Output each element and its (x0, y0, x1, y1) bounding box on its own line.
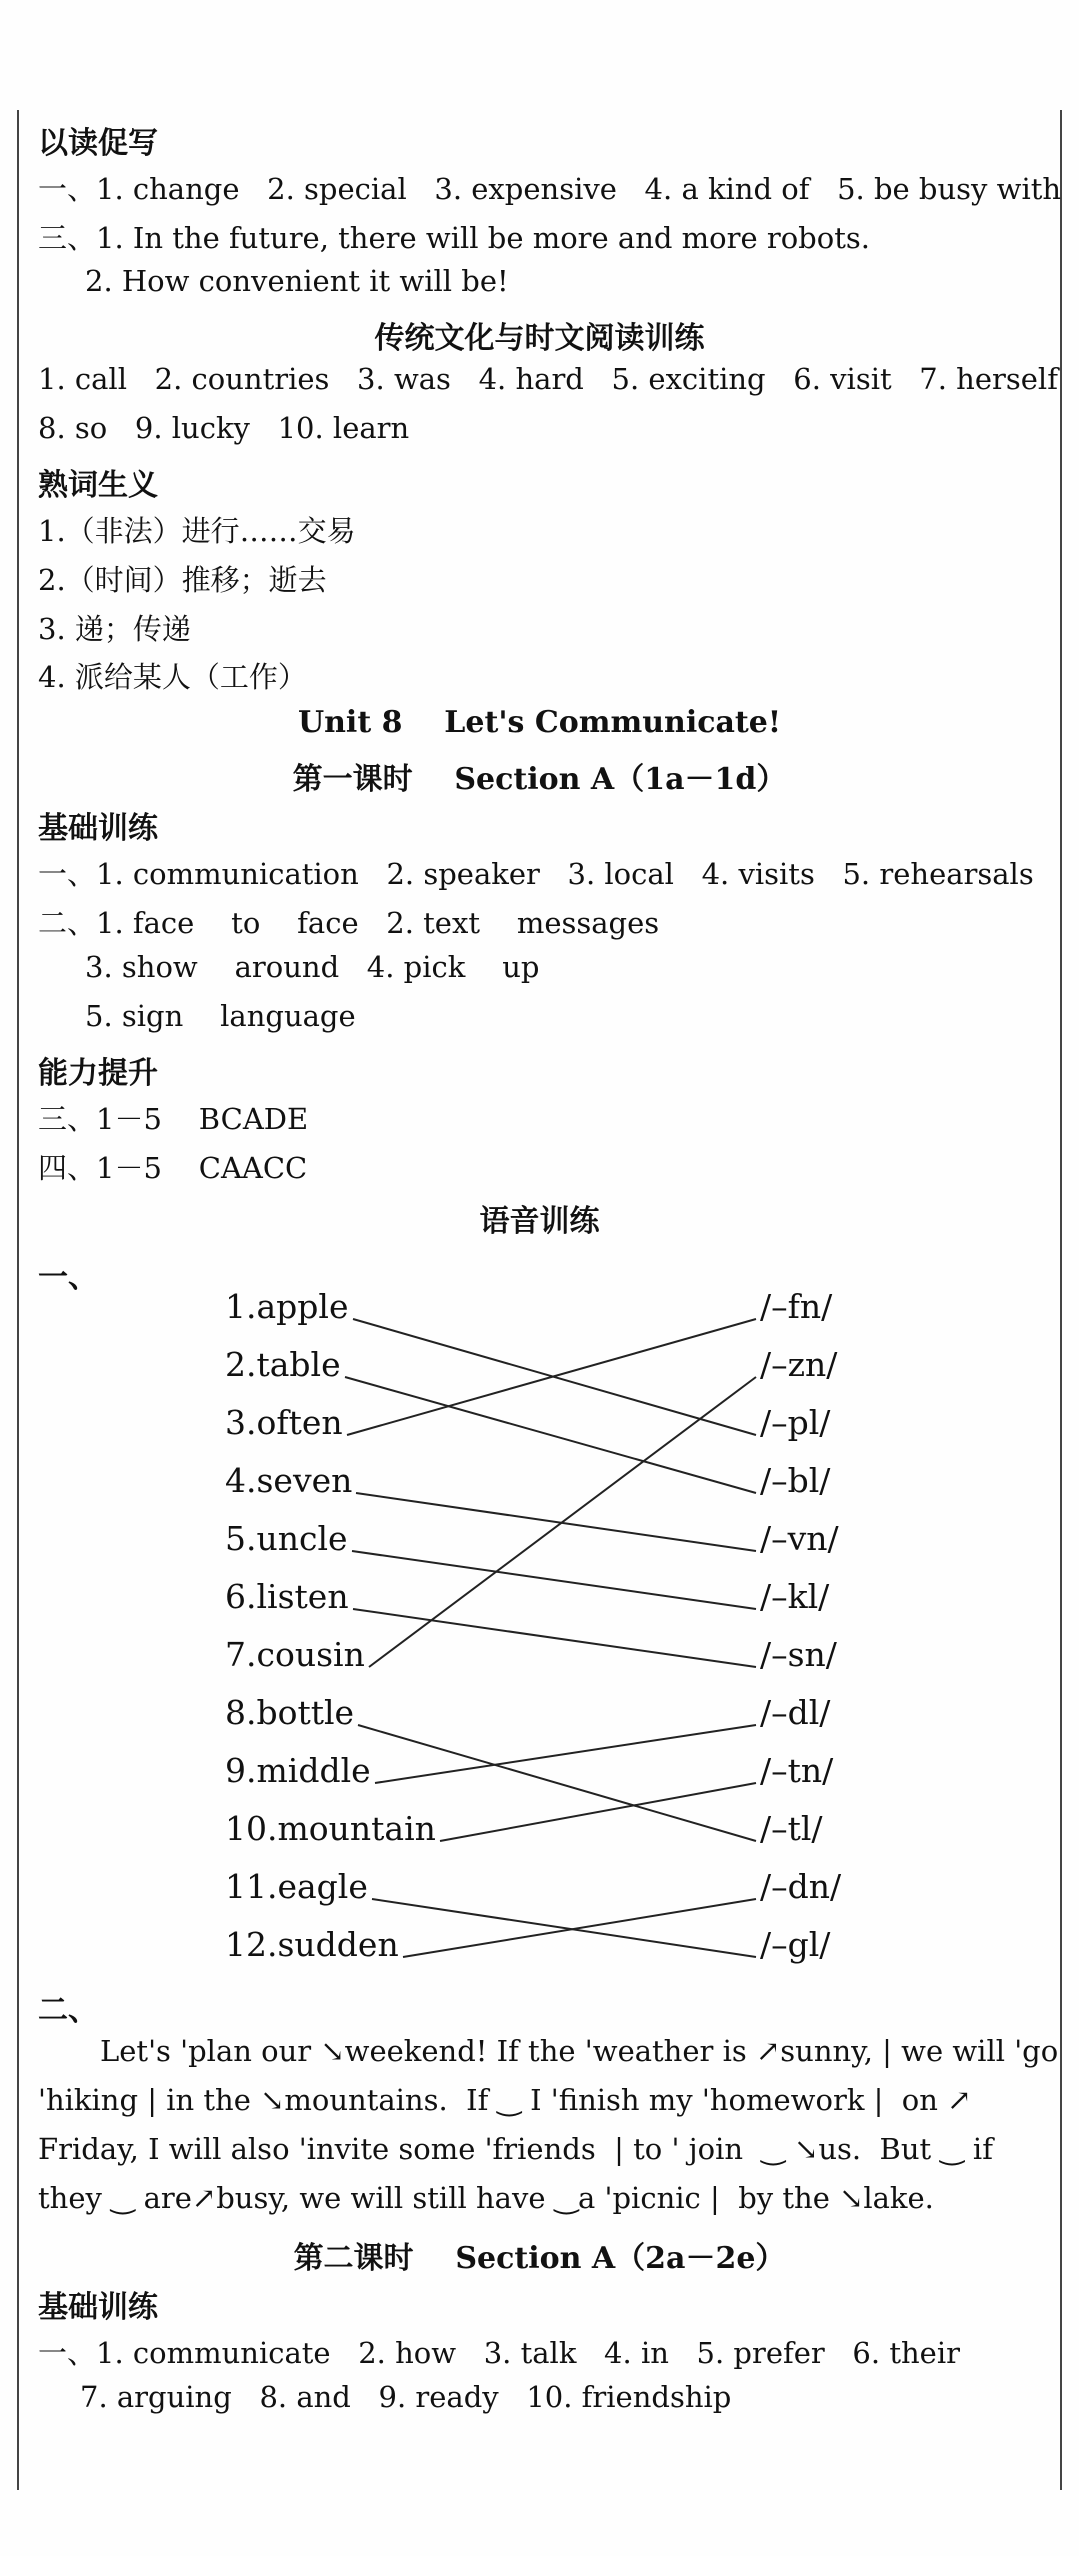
basic-1-line-3: 3. show around 4. pick up (85, 950, 540, 984)
basic-2-line-2: 7. arguing 8. and 9. ready 10. friendship (80, 2380, 732, 2414)
match-sound: /–vn/ (760, 1519, 839, 1558)
match-sound: /–gl/ (760, 1925, 831, 1964)
match-word: 5.uncle (225, 1519, 348, 1558)
match-sound: /–dl/ (760, 1693, 831, 1732)
read-write-heading: 以读促写 (38, 126, 158, 161)
match-line (375, 1725, 756, 1783)
ability-line-2: 四、1－5 CAACC (38, 1151, 308, 1185)
phonetics-title: 语音训练 (479, 1204, 600, 1239)
match-sound: /–fn/ (760, 1287, 833, 1326)
match-line (440, 1783, 756, 1841)
intonation-para-line: Let's 'plan our ↘weekend! If the 'weather is ↗sunny, | we will 'go (100, 2034, 1059, 2068)
familiar-item: 4. 派给某人（工作） (38, 660, 307, 694)
match-sound: /–sn/ (760, 1635, 837, 1674)
match-sound: /–bl/ (760, 1461, 831, 1500)
basic-2-heading: 基础训练 (38, 2290, 158, 2325)
match-word: 10.mountain (225, 1809, 436, 1848)
phonetics-part-2-label: 二、 (38, 1993, 98, 2028)
ability-heading: 能力提升 (38, 1056, 158, 1091)
intonation-para-line: they ‿ are↗busy, we will still have ‿a 'picnic | by the ↘lake. (38, 2181, 934, 2215)
match-line (352, 1551, 756, 1609)
intonation-para-line: 'hiking | in the ↘mountains. If ‿ I 'finish my 'homework | on ↗ (38, 2083, 972, 2117)
familiar-item: 3. 递；传递 (38, 612, 191, 646)
read-write-line-2: 三、1. In the future, there will be more and more robots. (38, 221, 870, 255)
basic-1-line-2: 二、1. face to face 2. text messages (38, 906, 660, 940)
familiar-heading: 熟词生义 (38, 468, 158, 503)
match-word: 1.apple (225, 1287, 349, 1326)
basic-1-line-1: 一、1. communication 2. speaker 3. local 4. visits 5. rehearsals (38, 857, 1034, 891)
culture-title: 传统文化与时文阅读训练 (374, 321, 705, 356)
intonation-para-line: Friday, I will also 'invite some 'friends | to ' join ‿ ↘us. But ‿ if (38, 2132, 993, 2166)
match-sound: /–dn/ (760, 1867, 842, 1906)
ability-line-1: 三、1－5 BCADE (38, 1102, 309, 1136)
match-sound: /–tl/ (760, 1809, 823, 1848)
match-sound: /–zn/ (760, 1345, 838, 1384)
phonetics-part-1-label: 一、 (38, 1260, 98, 1295)
familiar-item: 2.（时间）推移；逝去 (38, 563, 327, 597)
lesson-1-title: 第一课时 Section A（1a－1d） (292, 762, 787, 797)
match-line (353, 1609, 756, 1667)
match-word: 12.sudden (225, 1925, 399, 1964)
match-line (345, 1377, 756, 1493)
unit-title: Unit 8 Let's Communicate! (297, 705, 782, 740)
culture-line-2: 8. so 9. lucky 10. learn (38, 411, 410, 445)
culture-line-1: 1. call 2. countries 3. was 4. hard 5. exciting 6. visit 7. herself (38, 362, 1058, 396)
read-write-line-1: 一、1. change 2. special 3. expensive 4. a kind of 5. be busy with (38, 172, 1062, 206)
match-line (369, 1377, 756, 1667)
match-word: 2.table (225, 1345, 341, 1384)
match-word: 8.bottle (225, 1693, 355, 1732)
match-word: 6.listen (225, 1577, 349, 1616)
match-sound: /–pl/ (760, 1403, 831, 1442)
read-write-line-3: 2. How convenient it will be! (85, 264, 509, 298)
match-word: 7.cousin (225, 1635, 365, 1674)
match-sound: /–tn/ (760, 1751, 834, 1790)
match-sound: /–kl/ (760, 1577, 830, 1616)
basic-1-line-4: 5. sign language (85, 999, 356, 1033)
familiar-item: 1.（非法）进行……交易 (38, 514, 356, 548)
match-word: 9.middle (225, 1751, 371, 1790)
match-line (356, 1493, 756, 1551)
basic-1-heading: 基础训练 (38, 811, 158, 846)
match-word: 11.eagle (225, 1867, 368, 1906)
match-word: 4.seven (225, 1461, 353, 1500)
lesson-2-title: 第二课时 Section A（2a－2e） (293, 2241, 786, 2276)
basic-2-line-1: 一、1. communicate 2. how 3. talk 4. in 5. prefer 6. their (38, 2336, 960, 2370)
match-word: 3.often (225, 1403, 343, 1442)
